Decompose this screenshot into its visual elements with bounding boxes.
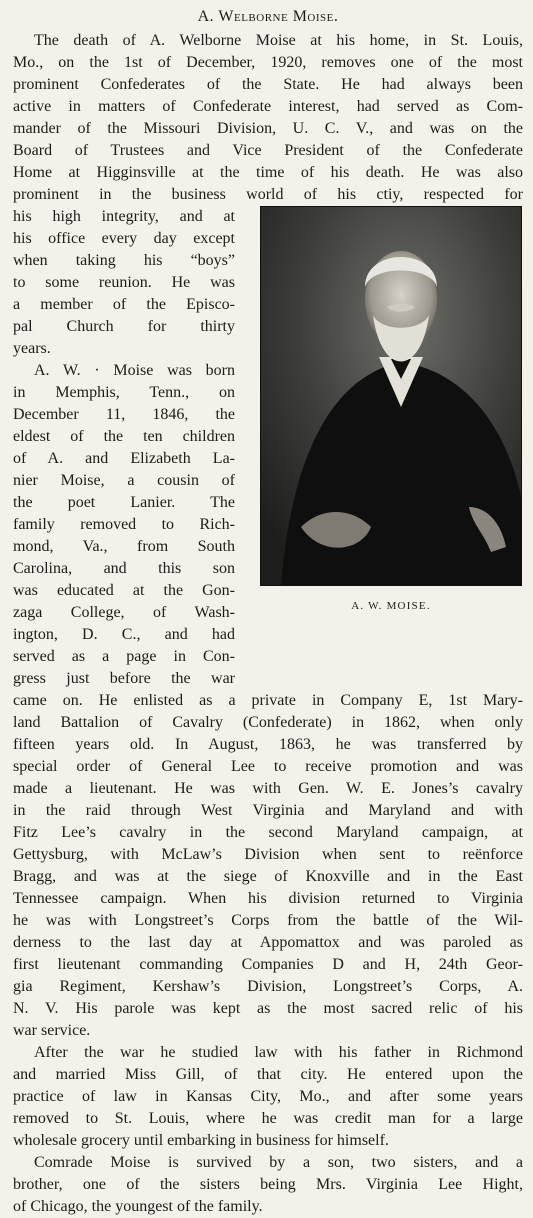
text-line: in Memphis, Tenn., on xyxy=(13,384,235,401)
text-line: zaga College, of Wash- xyxy=(13,604,235,621)
text-line: derness to the last day at Appomattox and was paroled as xyxy=(13,934,523,951)
text-line: of Chicago, the youngest of the family. xyxy=(13,1198,263,1215)
wrapped-section xyxy=(13,206,523,690)
text-line: first lieutenant commanding Companies D and H, 24th Geor- xyxy=(13,956,523,973)
text-line: gress just before the war xyxy=(13,670,235,687)
portrait-caption: A. W. MOISE. xyxy=(351,600,431,612)
text-line: Comrade Moise is survived by a son, two sisters, and a xyxy=(34,1154,523,1171)
text-line: The death of A. Welborne Moise at his home, in St. Louis, xyxy=(34,32,523,49)
text-line: mond, Va., from South xyxy=(13,538,235,555)
text-line: brother, one of the sisters being Mrs. Virginia Lee Hight, xyxy=(13,1176,523,1193)
portrait-illustration xyxy=(261,207,522,586)
text-line: Home at Higginsville at the time of his death. He was also xyxy=(13,164,523,181)
text-line: December 11, 1846, the xyxy=(13,406,235,423)
text-line: served as a page in Con- xyxy=(13,648,235,665)
text-line: N. V. His parole was kept as the most sacred relic of his xyxy=(13,1000,523,1017)
text-line: of A. and Elizabeth La- xyxy=(13,450,235,467)
text-line: to some reunion. He was xyxy=(13,274,235,291)
text-line: family removed to Rich- xyxy=(13,516,235,533)
text-line: the poet Lanier. The xyxy=(13,494,235,511)
text-line: years. xyxy=(13,340,51,357)
text-line: ington, D. C., and had xyxy=(13,626,235,643)
text-line: eldest of the ten children xyxy=(13,428,235,445)
text-line: Mo., on the 1st of December, 1920, removes one of the most xyxy=(13,54,523,71)
text-line: he was with Longstreet’s Corps from the battle of the Wil- xyxy=(13,912,523,929)
text-line: pal Church for thirty xyxy=(13,318,235,335)
text-line: active in matters of Confederate interest, had served as Com- xyxy=(13,98,523,115)
text-line: war service. xyxy=(13,1022,91,1039)
text-line: mander of the Missouri Division, U. C. V., and was on the xyxy=(13,120,523,137)
article-title-rest: elborne Moise. xyxy=(233,8,339,25)
article-title xyxy=(13,6,523,28)
text-line: Tennessee campaign. When his division returned to Virginia xyxy=(13,890,523,907)
text-line: in the raid through West Virginia and Maryland and with xyxy=(13,802,523,819)
text-line: A. W. · Moise was born xyxy=(34,362,235,379)
text-line: Carolina, and this son xyxy=(13,560,235,577)
text-line: practice of law in Kansas City, Mo., and after some years xyxy=(13,1088,523,1105)
text-line: a member of the Episco- xyxy=(13,296,235,313)
text-line: Fitz Lee’s cavalry in the second Maryland campaign, at xyxy=(13,824,523,841)
text-line: land Battalion of Cavalry (Confederate) in 1862, when only xyxy=(13,714,523,731)
paragraph-top xyxy=(13,30,523,206)
text-line: nier Moise, a cousin of xyxy=(13,472,235,489)
portrait-figure xyxy=(260,206,522,617)
text-line: came on. He enlisted as a private in Company E, 1st Mary- xyxy=(13,692,523,709)
text-line: prominent in the business world of his ctiy, respected for xyxy=(13,186,523,203)
paragraph-bottom xyxy=(13,690,523,1218)
text-line: gia Regiment, Kershaw’s Division, Longstreet’s Corps, A. xyxy=(13,978,523,995)
text-line: was educated at the Gon- xyxy=(13,582,235,599)
text-line: Gettysburg, with McLaw’s Division when sent to reënforce xyxy=(13,846,523,863)
text-line: and married Miss Gill, of that city. He entered upon the xyxy=(13,1066,523,1083)
text-line: Bragg, and was at the siege of Knoxville and in the East xyxy=(13,868,523,885)
text-line: special order of General Lee to receive promotion and was xyxy=(13,758,523,775)
article-title-initial: A. W xyxy=(197,8,234,25)
text-line: prominent Confederates of the State. He had always been xyxy=(13,76,523,93)
text-line: After the war he studied law with his father in Richmond xyxy=(34,1044,523,1061)
text-line: fifteen years old. In August, 1863, he was transferred by xyxy=(13,736,523,753)
text-line: his high integrity, and at xyxy=(13,208,235,225)
text-line: when taking his “boys” xyxy=(13,252,235,269)
text-line: Board of Trustees and Vice President of the Confederate xyxy=(13,142,523,159)
text-line: made a lieutenant. He was with Gen. W. E. Jones’s cavalry xyxy=(13,780,523,797)
portrait-photo xyxy=(260,206,522,586)
narrow-column xyxy=(13,206,235,690)
text-line: wholesale grocery until embarking in business for himself. xyxy=(13,1132,389,1149)
text-line: his office every day except xyxy=(13,230,235,247)
text-line: removed to St. Louis, where he was credit man for a large xyxy=(13,1110,523,1127)
